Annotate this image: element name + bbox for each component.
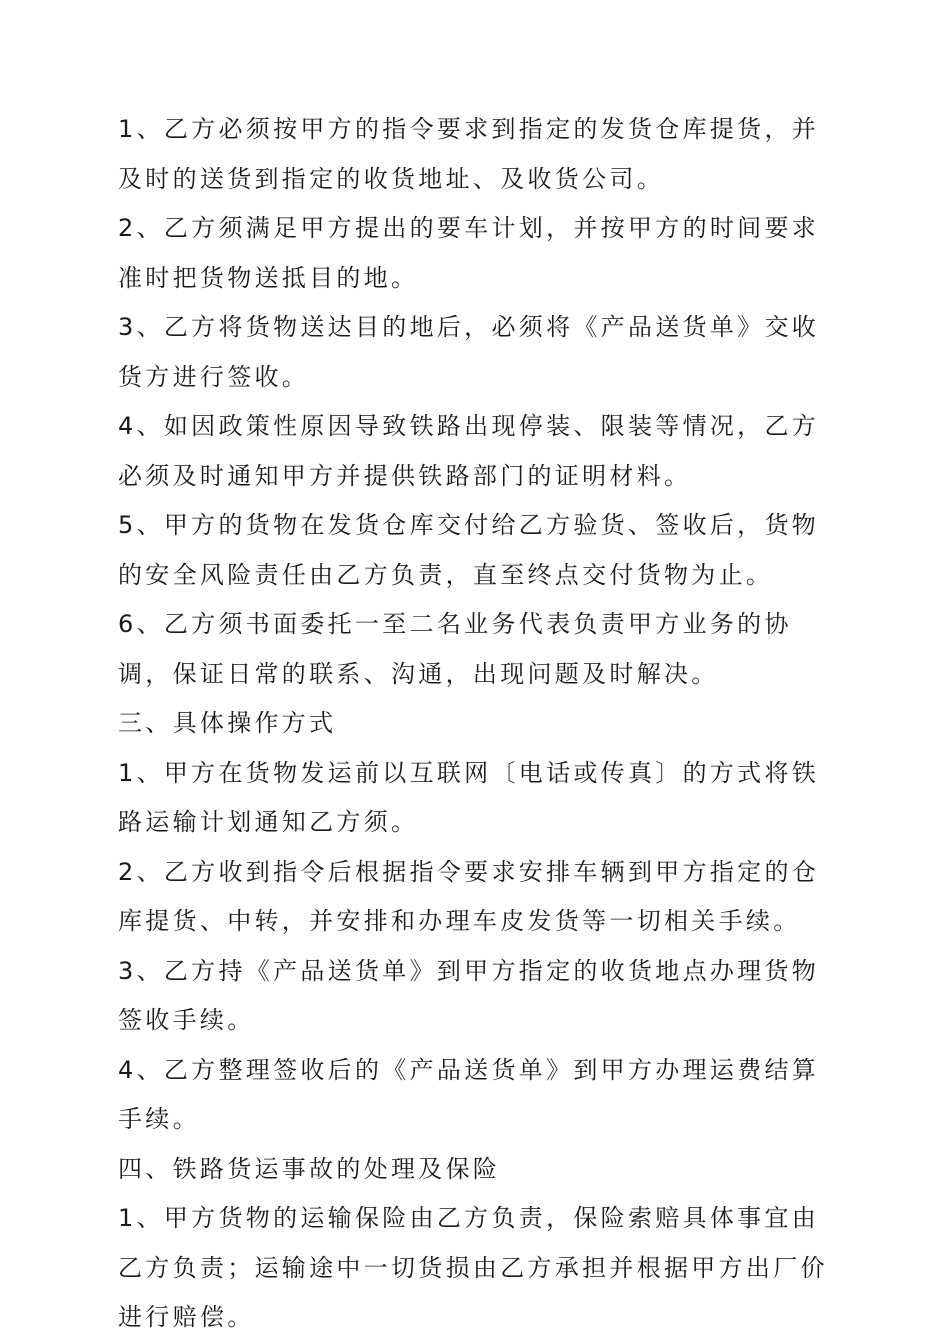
clause-paragraph: 1、甲方货物的运输保险由乙方负责，保险索赔具体事宜由乙方负责；运输途中一切货损由乙方承担并根据甲方出厂价进行赔偿。 xyxy=(118,1204,828,1331)
clause-paragraph: 4、乙方整理签收后的《产品送货单》到甲方办理运费结算手续。 xyxy=(118,1055,820,1133)
clause-paragraph: 4、如因政策性原因导致铁路出现停装、限装等情况，乙方必须及时通知甲方并提供铁路部门的证明材料。 xyxy=(118,412,820,490)
clause-paragraph: 3、乙方持《产品送货单》到甲方指定的收货地点办理货物签收手续。 xyxy=(118,956,820,1034)
clause-paragraph: 5、甲方的货物在发货仓库交付给乙方验货、签收后，货物的安全风险责任由乙方负责，直至终点交付货物为止。 xyxy=(118,511,820,589)
clause-paragraph: 6、乙方须书面委托一至二名业务代表负责甲方业务的协调，保证日常的联系、沟通，出现问题及时解决。 xyxy=(118,610,792,688)
clause-paragraph: 2、乙方须满足甲方提出的要车计划，并按甲方的时间要求准时把货物送抵目的地。 xyxy=(118,214,820,292)
clause-paragraph: 3、乙方将货物送达目的地后，必须将《产品送货单》交收货方进行签收。 xyxy=(118,313,820,391)
section-heading: 三、具体操作方式 xyxy=(118,709,337,737)
clause-paragraph: 1、甲方在货物发运前以互联网〔电话或传真〕的方式将铁路运输计划通知乙方须。 xyxy=(118,758,820,836)
clause-paragraph: 2、乙方收到指令后根据指令要求安排车辆到甲方指定的仓库提货、中转，并安排和办理车皮发货等一切相关手续。 xyxy=(118,857,820,935)
section-heading: 四、铁路货运事故的处理及保险 xyxy=(118,1154,501,1183)
document-body xyxy=(118,105,834,1343)
clause-paragraph: 1、乙方必须按甲方的指令要求到指定的发货仓库提货，并及时的送货到指定的收货地址、及收货公司。 xyxy=(118,115,820,193)
